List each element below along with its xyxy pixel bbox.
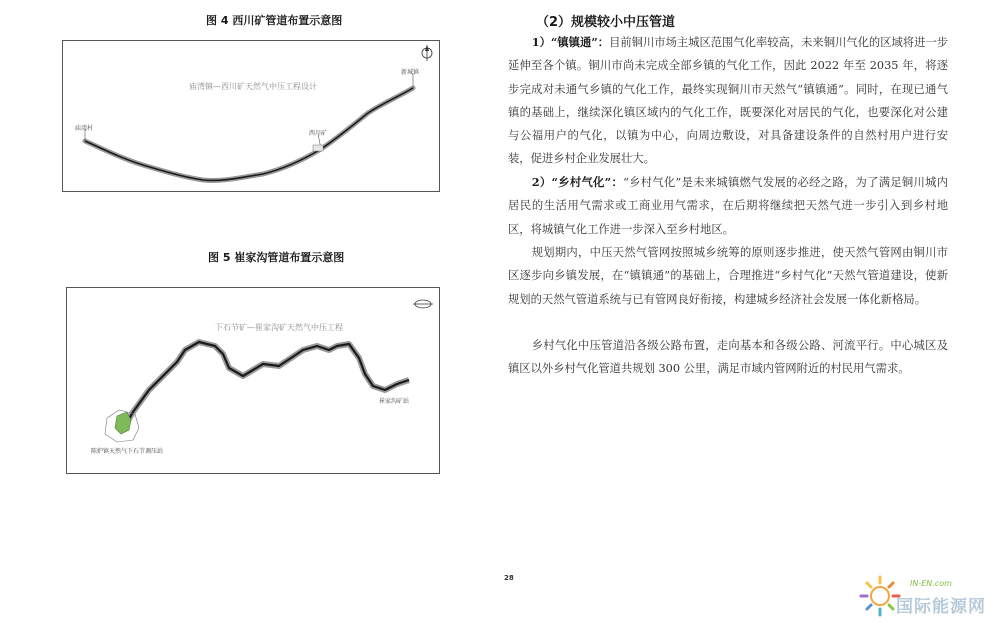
logo-domain: IN-EN.com [910, 579, 952, 588]
label-start-village: 庙湾村 [75, 125, 94, 132]
section-title: （2）规模较小中压管道 [536, 15, 676, 30]
label-right-station: 崔家沟矿站 [379, 398, 410, 405]
paragraph-text: 规划期内，中压天然气管网按照城乡统筹的原则逐步推进，使天然气管网由铜川市区逐步向乡镇发展，在“镇镇通”的基础上，合理推进“乡村气化”天然气管道建设，使新规划的天然气管道系统与已有管网良好衔接，构建城乡经济社会发展一体化新格局。 [508, 246, 948, 306]
pipeline-line [125, 342, 409, 426]
figure5-caption: 图 5 崔家沟管道布置示意图 [208, 251, 345, 264]
page-number: 28 [504, 574, 514, 582]
logo-name: 国际能源网 [896, 597, 986, 617]
paragraph-planning [508, 241, 948, 311]
road-line [125, 342, 409, 426]
label-station: 西川矿 [309, 130, 328, 137]
pipeline-line [85, 88, 413, 180]
road-line [85, 88, 413, 180]
figure4-map [62, 40, 440, 192]
label-left-station: 陈炉镇天然气下石节调压站 [91, 448, 164, 455]
paragraph-lead: 2）“乡村气化”： [531, 175, 624, 189]
figure4-caption: 图 4 西川矿管道布置示意图 [206, 14, 343, 27]
paragraph-text: 乡村气化中压管道沿各级公路布置，走向基本和各级公路、河流平行。中心城区及镇区以外乡村气化管道共规划 300 公里，满足市域内管网附近的村民用气需求。 [508, 339, 948, 376]
paragraph-text: 目前铜川市场主城区范围气化率较高，未来铜川气化的区域将进一步延伸至各个镇。铜川市尚未完成全部乡镇的气化工作，因此 2022 年至 2035 年，将逐步完成对未通气乡镇的气化工作，最终实现铜川市天然气“镇镇通”。同时，在现已通气镇的基础上，继续深化镇区域内的气化工作，既要深化对居民的气化，也要深化对公建与公福用户的气化，以镇为中心，向周边敷设，对具备建设条件的自然村用户进行安装，促进乡村企业发展壮大。 [508, 36, 948, 166]
north-arrow-icon [422, 45, 432, 61]
paragraph-rural-gas [508, 171, 948, 241]
label-end-town: 新城镇 [401, 69, 420, 76]
site-logo [858, 572, 998, 620]
figure5-map [66, 287, 440, 474]
green-area [115, 412, 131, 434]
figure5-map-title: 下石节矿—崔家沟矿天然气中压工程 [215, 323, 343, 332]
figure4-map-title: 庙湾镇—西川矿天然气中压工程设计 [189, 82, 317, 91]
paragraph-town-gas [508, 31, 948, 171]
north-arrow-icon [413, 300, 433, 308]
paragraph-rural-pipeline [508, 334, 948, 381]
paragraph-text: “乡村气化”是未来城镇燃气发展的必经之路，为了满足铜川城内居民的生活用气需求或工商业用气需求，在后期将继续把天然气进一步引入到乡村地区，将城镇气化工作进一步深入至乡村地区。 [508, 176, 949, 236]
paragraph-lead: 1）“镇镇通”： [531, 35, 610, 49]
